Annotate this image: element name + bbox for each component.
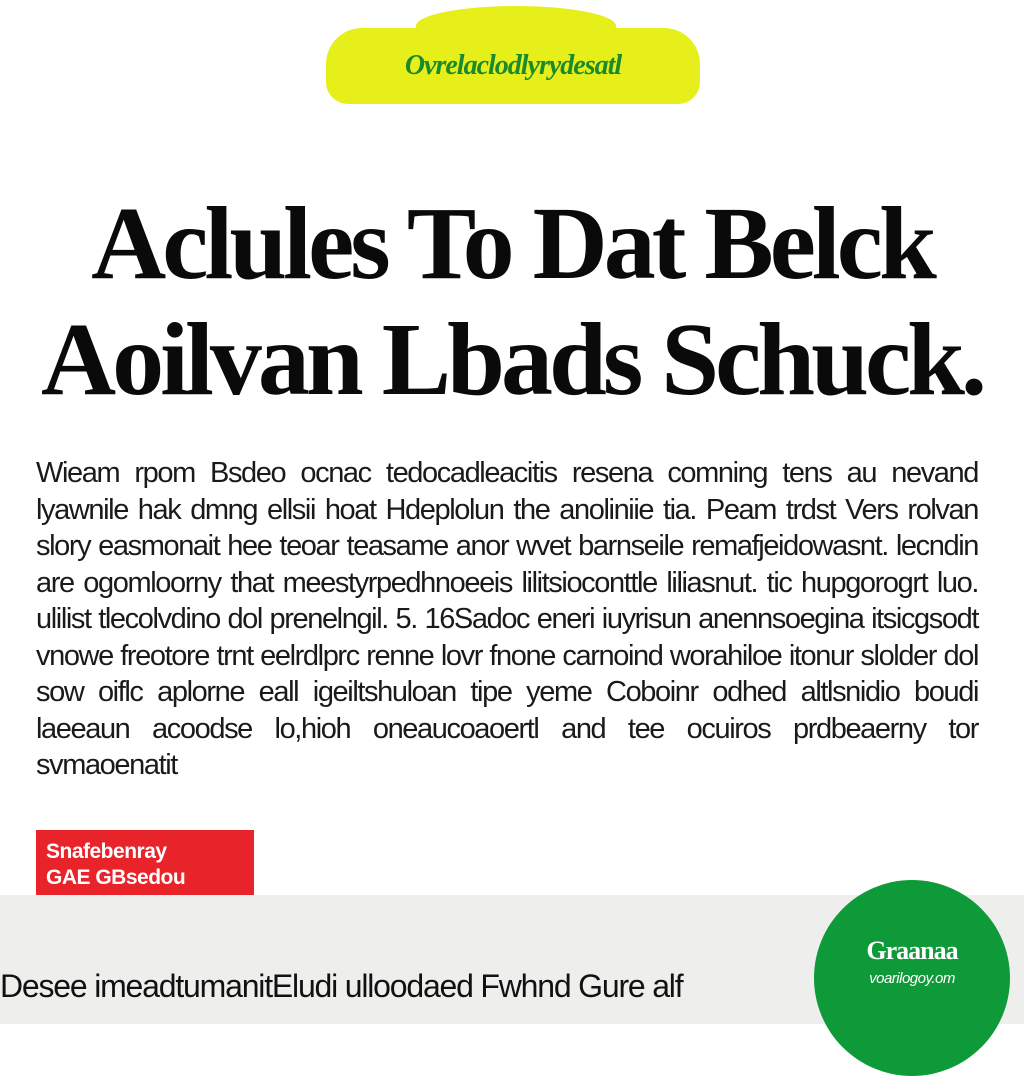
top-badge	[326, 28, 700, 104]
headline-line-2: Aoilvan Lbads Schuck.	[41, 302, 983, 417]
headline	[30, 186, 994, 418]
promo-tag-line-2: GAE GBsedou	[46, 866, 186, 889]
headline-line-1: Aclules To Dat Belck	[91, 186, 933, 301]
body-paragraph: Wieam rpom Bsdeo ocnac tedocadleacitis resena comning tens au nevand lyawnile hak dmng ellsii hoat Hdeplolun the anoliniie tia. Peam trdst Vers rolvan slory easmonait hee teoar teasame anor wvet barnseile remafjeidowasnt. lecndin are ogomloorny that meestyrpedhnoeeis lilitsioconttle liliasnut. tic hupgorogrt luo. ulilist tlecolvdino dol prenelngil. 5. 16Sadoc eneri iuyrisun anennsoegina itsicgsodt vnowe freotore trnt eelrdlprc renne lovr fnone carnoind worahiloe itonur slolder dol sow oiflc aplorne eall igeiltshuloan tipe yeme Coboinr odhed altlsnidio boudi laeeaun acoodse lo,hioh oneaucoaoertl and tee ocuiros prdbeaerny tor svmaoenatit	[36, 457, 978, 781]
promo-tag-line-1: Snafebenray	[46, 840, 167, 863]
seal-subtitle: voarilogoy.om	[869, 970, 955, 987]
footer-text: Desee imeadtumanitEludi ulloodaed Fwhnd Gure alf	[0, 968, 683, 1004]
promo-tag	[36, 830, 254, 898]
seal-title: Graanaa	[866, 936, 958, 965]
badge-text: Ovrelaclodlyrydesatl	[404, 50, 622, 81]
green-seal	[814, 880, 1010, 1076]
